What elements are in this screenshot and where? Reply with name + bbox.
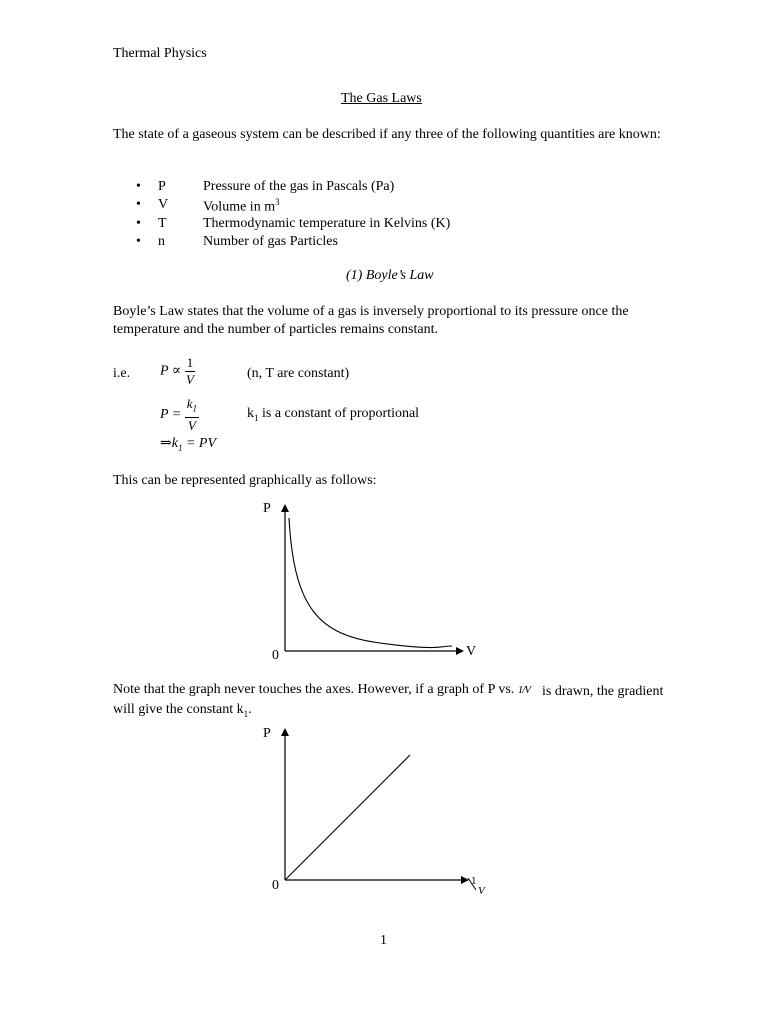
running-header: Thermal Physics	[113, 46, 207, 61]
bullet-icon: •	[136, 216, 141, 231]
graph1-y-label: P	[263, 501, 271, 516]
ie-label: i.e.	[113, 366, 131, 381]
graph1-origin-label: 0	[272, 648, 279, 663]
bullet-icon: •	[136, 234, 141, 249]
eq2-fraction	[185, 396, 199, 434]
eq1-lhs: P ∝	[160, 363, 182, 379]
graph2-axes	[280, 722, 500, 892]
graph2-y-arrow-icon	[281, 728, 289, 736]
quantity-symbol: n	[158, 234, 165, 249]
eq2-lhs: P =	[160, 406, 182, 422]
boyle-statement: Boyle’s Law states that the volume of a gas is inversely proportional to its pressure once the temperature and the number of particles remains constant.	[113, 304, 629, 337]
implies-icon: ⇒	[160, 436, 172, 451]
eq2-note-text: is a constant of proportional	[258, 406, 420, 421]
graph-intro: This can be represented graphically as follows:	[113, 473, 377, 488]
graph2-x-label-den: V	[478, 885, 485, 897]
bullet-icon: •	[136, 179, 141, 194]
graph2-x-label-slash	[468, 875, 477, 890]
graph2-x-label-num: 1	[471, 875, 477, 887]
eq1-note: (n, T are constant)	[247, 366, 350, 381]
graph1-curve	[289, 518, 452, 648]
graph2-origin-label: 0	[272, 878, 279, 893]
eq2-note	[247, 407, 419, 423]
eq1-numerator: 1	[186, 355, 194, 370]
graph1-x-arrow-icon	[456, 647, 464, 655]
bullet-icon: •	[136, 197, 141, 212]
eq3-k: k	[171, 436, 178, 451]
boyle-heading: (1) Boyle’s Law	[346, 268, 434, 283]
eq2-numerator	[185, 396, 199, 418]
section-title: The Gas Laws	[341, 91, 422, 106]
quantity-description	[203, 198, 280, 215]
graph1-y-arrow-icon	[281, 504, 289, 512]
equation-constant	[160, 396, 199, 434]
note-sub: 1	[243, 708, 249, 719]
eq1-fraction	[185, 355, 196, 388]
quantity-description-text: Volume in m	[203, 199, 276, 215]
note-text-1: Note that the graph never touches the axes. However, if a graph of P vs.	[113, 682, 515, 697]
quantity-symbol: T	[158, 216, 167, 231]
graph2-x-arrow-icon	[461, 876, 469, 884]
note-end: .	[248, 702, 252, 717]
graph2-line	[285, 755, 410, 880]
quantity-description: Number of gas Particles	[203, 234, 338, 249]
eq2-denominator: V	[187, 417, 196, 433]
note-fraction: 1/V	[517, 684, 531, 696]
superscript: 3	[275, 197, 280, 207]
quantity-description: Thermodynamic temperature in Kelvins (K)	[203, 216, 451, 231]
eq2-note-sub: 1	[254, 412, 259, 423]
quantity-symbol: P	[158, 179, 166, 194]
graph2-y-label: P	[263, 726, 271, 741]
eq2-numerator-sub: 1	[192, 403, 198, 414]
quantity-symbol: V	[158, 197, 169, 212]
intro-paragraph: The state of a gaseous system can be described if any three of the following quantities are known:	[113, 127, 661, 142]
eq2-numerator-k: k	[186, 396, 193, 411]
equation-proportional	[160, 355, 195, 388]
eq1-denominator: V	[186, 372, 194, 387]
equation-pv	[160, 437, 216, 453]
eq3-k-sub: 1	[177, 442, 183, 453]
quantity-description: Pressure of the gas in Pascals (Pa)	[203, 179, 395, 194]
graph1-x-label: V	[466, 644, 477, 659]
note-paragraph	[113, 683, 673, 723]
eq3-rhs: = PV	[182, 436, 217, 451]
eq2-note-k: k	[247, 406, 254, 421]
page-number: 1	[380, 933, 387, 948]
note-text-main: is drawn, the gradient will give the constant k	[113, 684, 664, 717]
graph1-axes	[280, 500, 480, 660]
